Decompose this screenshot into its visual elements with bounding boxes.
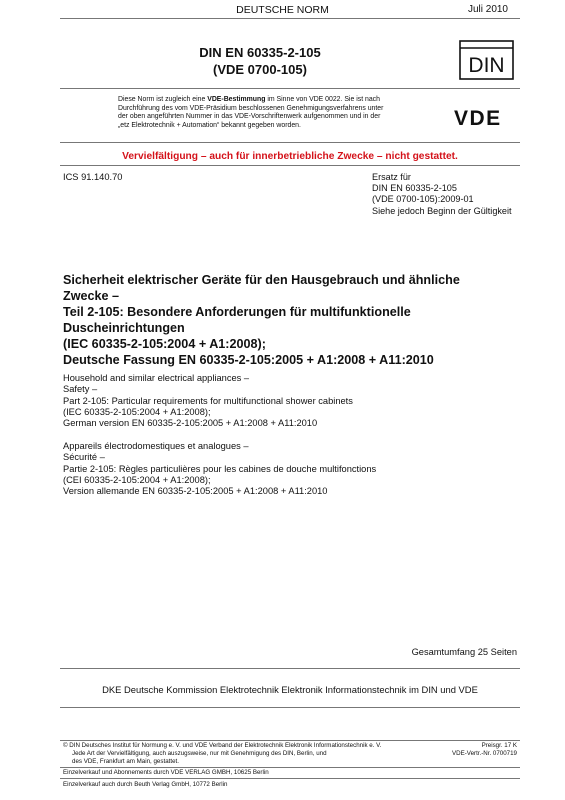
title-german-line-4: Duscheinrichtungen [63,321,185,335]
price-group: Preisgr. 17 K [481,742,517,749]
footer-rule [60,740,520,741]
vde-classification: (VDE 0700-105) [213,62,307,77]
sales-rule-2 [60,778,520,779]
dke-committee: DKE Deutsche Kommission Elektrotechnik Elektronik Informationstechnik im DIN und VDE [102,684,478,695]
copyright-line-3: des VDE, Frankfurt am Main, gestattet. [72,758,179,765]
title-english-line-3: Part 2-105: Particular requirements for multifunctional shower cabinets [63,395,353,406]
title-german-line-2: Zwecke – [63,289,120,303]
replacement-info [372,172,512,217]
pages-rule [60,668,520,669]
ics-code: ICS 91.140.70 [63,172,123,182]
document-number: DIN EN 60335-2-105 [199,45,321,60]
copyright-line-1: © DIN Deutsches Institut für Normung e. V. und VDE Verband der Elektrotechnik Elektronik Informationstechnik e. V. [63,742,382,749]
total-pages: Gesamtumfang 25 Seiten [411,647,517,657]
title-german-line-5: (IEC 60335-2-105:2004 + A1:2008); [63,337,266,351]
title-english [63,373,513,429]
copy-notice-rule [60,165,520,166]
vde-notice-line-4: „etz Elektrotechnik + Automation“ bekannt gegeben worden. [118,121,301,129]
vde-order-number: VDE-Vertr.-Nr. 0700719 [452,750,517,757]
title-french-line-2: Sécurité – [63,452,105,463]
title-german-line-3: Teil 2-105: Besondere Anforderungen für multifunktionelle [63,305,411,319]
replacement-line-4: Siehe jedoch Beginn der Gültigkeit [372,205,512,216]
title-german-line-6: Deutsche Fassung EN 60335-2-105:2005 + A1:2008 + A11:2010 [63,353,434,367]
notice-rule [60,142,520,143]
title-french-line-4: (CEI 60335-2-105:2004 + A1:2008); [63,474,211,485]
title-german-line-1: Sicherheit elektrischer Geräte für den Hausgebrauch und ähnliche [63,273,460,287]
sales-beuth: Einzelverkauf auch durch Beuth Verlag GmbH, 10772 Berlin [63,781,228,788]
sales-rule [60,767,520,768]
din-logo-text: DIN [468,54,505,77]
header-rule [60,18,520,19]
vde-notice-line-3: der oben angeführten Nummer in das VDE-Vorschriftenwerk aufgenommen und in der [118,113,381,121]
title-english-line-1: Household and similar electrical appliances – [63,373,250,383]
replacement-line-3: (VDE 0700-105):2009-01 [372,194,474,205]
designation-rule [60,88,520,89]
title-german [63,272,513,368]
title-french-line-3: Partie 2-105: Règles particulières pour les cabines de douche multifonctions [63,463,377,474]
dke-rule [60,707,520,708]
copyright-line-2: Jede Art der Vervielfältigung, auch auszugsweise, nur mit Genehmigung des DIN, Berlin, und [72,750,327,757]
vde-notice [118,96,448,130]
title-french-line-1: Appareils électrodomestiques et analogues – [63,441,249,451]
price-info [452,742,517,758]
norm-type: DEUTSCHE NORM [236,4,329,16]
title-french-line-5: Version allemande EN 60335-2-105:2005 + A1:2008 + A11:2010 [63,486,328,497]
copyright-notice [63,742,433,766]
title-english-line-2: Safety – [63,384,98,395]
title-english-line-4: (IEC 60335-2-105:2004 + A1:2008); [63,406,211,417]
sales-vde-verlag: Einzelverkauf und Abonnements durch VDE VERLAG GMBH, 10625 Berlin [63,769,269,776]
vde-logo: VDE [454,107,502,130]
title-english-line-5: German version EN 60335-2-105:2005 + A1:2008 + A11:2010 [63,418,318,429]
vde-notice-line-1: Diese Norm ist zugleich eine VDE-Bestimmung im Sinne von VDE 0022. Sie ist nach [118,96,380,103]
issue-date: Juli 2010 [467,4,508,15]
title-french [63,441,513,497]
replacement-line-2: DIN EN 60335-2-105 [372,183,457,194]
replacement-line-1: Ersatz für [372,172,411,182]
reproduction-notice: Vervielfältigung – auch für innerbetriebliche Zwecke – nicht gestattet. [122,151,458,162]
vde-notice-line-2: Durchführung des vom VDE-Präsidium beschlossenen Genehmigungsverfahrens unter [118,104,384,112]
din-logo [459,40,514,80]
